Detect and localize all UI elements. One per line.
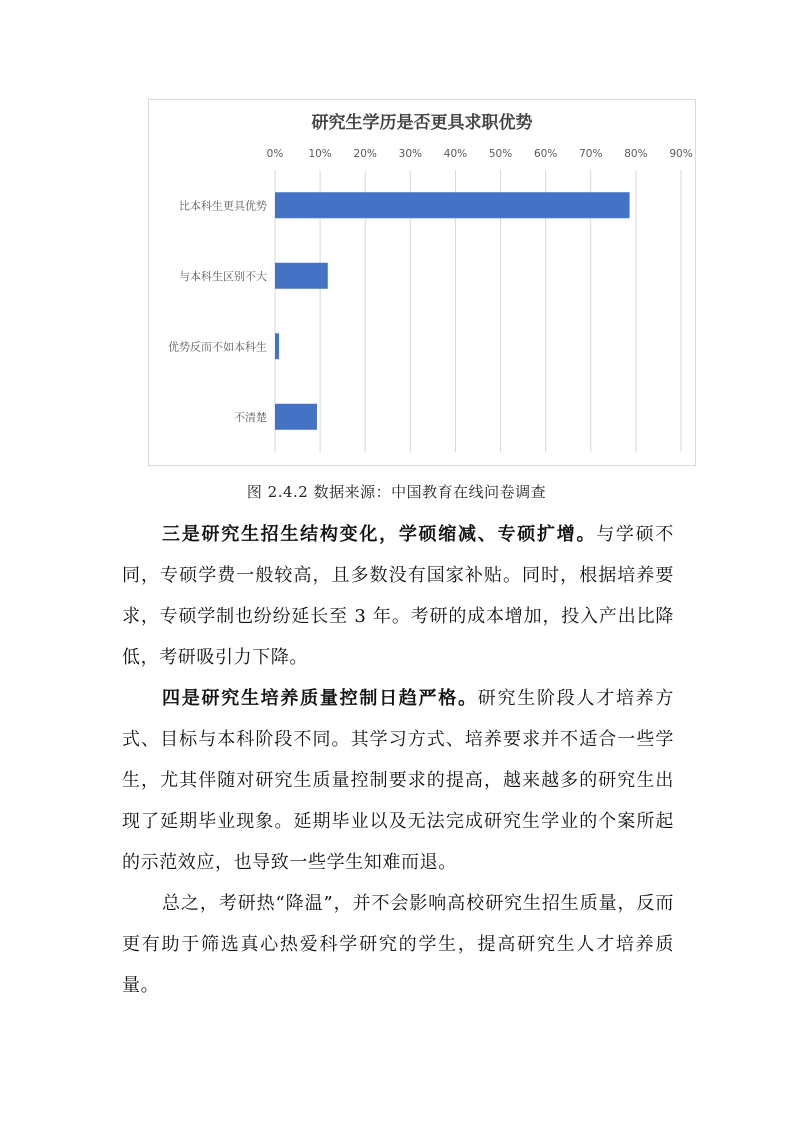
chart-title: 研究生学历是否更具求职优势 — [311, 113, 533, 133]
paragraph-2 — [122, 678, 674, 883]
paragraph-1 — [122, 514, 674, 678]
chart-container — [148, 99, 696, 466]
x-tick-label: 10% — [308, 148, 332, 160]
x-tick-label: 60% — [533, 148, 558, 160]
x-tick-label: 70% — [579, 148, 603, 160]
category-label: 比本科生更具优势 — [179, 199, 267, 213]
category-label: 与本科生区别不大 — [179, 269, 267, 283]
x-tick-label: 50% — [488, 148, 513, 160]
x-tick-label: 20% — [353, 148, 377, 160]
bar-1 — [275, 263, 328, 289]
x-tick-label: 40% — [443, 148, 468, 160]
bar-2 — [275, 333, 279, 359]
figure-caption: 图 2.4.2 数据来源：中国教育在线问卷调查 — [246, 483, 547, 501]
category-label: 不清楚 — [234, 410, 267, 424]
category-label: 优势反而不如本科生 — [168, 340, 267, 354]
paragraph-2-body: 研究生阶段人才培养方式、目标与本科阶段不同。其学习方式、培养要求并不适合一些学生，尤其伴随对研究生质量控制要求的提高，越来越多的研究生出现了延期毕业现象。延期毕业以及无法完成研究生学业的个案所起的示范效应，也导致一些学生知难而退。 — [122, 688, 675, 873]
paragraph-3 — [122, 883, 674, 1006]
bar-chart — [149, 100, 695, 465]
x-tick-label: 0% — [266, 148, 284, 160]
paragraph-1-lead: 三是研究生招生结构变化，学硕缩减、专硕扩增。 — [162, 524, 597, 545]
x-tick-label: 90% — [669, 148, 693, 160]
paragraph-3-body: 总之，考研热“降温”，并不会影响高校研究生招生质量，反而更有助于筛选真心热爱科学研究的学生，提高研究生人才培养质量。 — [122, 893, 674, 996]
paragraph-2-lead: 四是研究生培养质量控制日趋严格。 — [162, 688, 478, 709]
paragraph-1-body: 与学硕不同，专硕学费一般较高，且多数没有国家补贴。同时，根据培养要求，专硕学制也纷纷延长至 3 年。考研的成本增加，投入产出比降低，考研吸引力下降。 — [122, 524, 674, 668]
bar-0 — [275, 192, 630, 218]
x-tick-label: 30% — [398, 148, 423, 160]
x-tick-label: 80% — [624, 148, 648, 160]
bar-3 — [275, 404, 317, 430]
